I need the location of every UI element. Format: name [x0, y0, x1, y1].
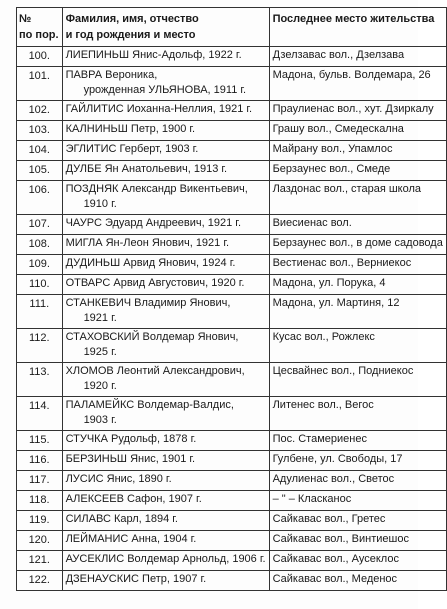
- row-name-cell: [62, 181, 269, 215]
- row-residence-cell: [269, 141, 446, 161]
- person-name: ПАВРА Вероника,: [65, 69, 158, 81]
- row-name-cell: [62, 161, 269, 181]
- table-row: [17, 431, 447, 451]
- row-residence-cell: [269, 47, 446, 67]
- row-number: 112.: [17, 329, 63, 363]
- row-name-cell: [62, 295, 269, 329]
- table-row: [17, 161, 447, 181]
- person-name: ДУЛБЕ Ян Анатольевич, 1913 г.: [65, 163, 228, 175]
- last-residence: Виесиенас вол.: [272, 217, 352, 229]
- row-number: 121.: [17, 551, 63, 571]
- row-name-cell: [62, 397, 269, 431]
- last-residence: Вестиенас вол., Верниекос: [272, 257, 412, 269]
- deportation-list-table: [16, 7, 447, 591]
- row-number: 117.: [17, 471, 63, 491]
- table-row: [17, 141, 447, 161]
- row-name-cell: [62, 451, 269, 471]
- table-row: [17, 121, 447, 141]
- row-residence-cell: [269, 363, 446, 397]
- person-name: СТАНКЕВИЧ Владимир Янович,: [65, 297, 231, 309]
- row-number: 119.: [17, 511, 63, 531]
- table-body: [17, 47, 447, 591]
- table-row: [17, 47, 447, 67]
- row-name-cell: [62, 531, 269, 551]
- row-residence-cell: [269, 255, 446, 275]
- header-residence-text: Последнее место жительства: [272, 13, 435, 25]
- row-residence-cell: [269, 275, 446, 295]
- row-residence-cell: [269, 121, 446, 141]
- header-row: [17, 8, 447, 47]
- person-name: БЕРЗИНЬШ Янис, 1901 г.: [65, 453, 196, 465]
- person-name: ЭГЛИТИС Герберт, 1903 г.: [65, 143, 199, 155]
- header-number-line1: №: [19, 13, 32, 25]
- last-residence: Литенес вол., Вегос: [272, 399, 374, 411]
- row-number: 103.: [17, 121, 63, 141]
- table-row: [17, 491, 447, 511]
- row-residence-cell: [269, 101, 446, 121]
- last-residence: Грашу вол., Смедескална: [272, 123, 404, 135]
- table-row: [17, 571, 447, 591]
- row-number: 105.: [17, 161, 63, 181]
- table-row: [17, 295, 447, 329]
- last-residence: – " – Класканос: [272, 493, 352, 505]
- last-residence: Берзаунес вол., Смеде: [272, 163, 391, 175]
- row-name-cell: [62, 101, 269, 121]
- person-name: ЛИЕПИНЬШ Янис-Адольф, 1922 г.: [65, 49, 242, 61]
- person-name-continued: 1920 г.: [83, 380, 117, 392]
- person-name-continued: 1925 г.: [83, 346, 117, 358]
- table-row: [17, 67, 447, 101]
- last-residence: Сайкавас вол., Винтиешос: [272, 533, 409, 545]
- row-number: 120.: [17, 531, 63, 551]
- row-number: 101.: [17, 67, 63, 101]
- table-row: [17, 255, 447, 275]
- table-row: [17, 451, 447, 471]
- person-name: ОТВАРС Арвид Августович, 1920 г.: [65, 277, 245, 289]
- table-row: [17, 531, 447, 551]
- row-number: 107.: [17, 215, 63, 235]
- table-row: [17, 275, 447, 295]
- person-name: ХЛОМОВ Леонтий Александрович,: [65, 365, 245, 377]
- person-name: ДЗЕНАУСКИС Петр, 1907 г.: [65, 573, 207, 585]
- person-name: АЛЕКСЕЕВ Сафон, 1907 г.: [65, 493, 202, 505]
- row-name-cell: [62, 471, 269, 491]
- row-number: 102.: [17, 101, 63, 121]
- row-residence-cell: [269, 531, 446, 551]
- person-name-continued: урожденная УЛЬЯНОВА, 1911 г.: [83, 84, 247, 96]
- person-name: КАЛНИНЬШ Петр, 1900 г.: [65, 123, 196, 135]
- row-residence-cell: [269, 451, 446, 471]
- row-residence-cell: [269, 571, 446, 591]
- last-residence: Майрану вол., Упамлос: [272, 143, 393, 155]
- header-residence: [269, 8, 446, 47]
- table-header: [17, 8, 447, 47]
- table-row: [17, 397, 447, 431]
- row-residence-cell: [269, 67, 446, 101]
- row-residence-cell: [269, 329, 446, 363]
- row-name-cell: [62, 511, 269, 531]
- row-name-cell: [62, 275, 269, 295]
- table-row: [17, 101, 447, 121]
- table-row: [17, 363, 447, 397]
- row-number: 111.: [17, 295, 63, 329]
- row-number: 122.: [17, 571, 63, 591]
- row-number: 113.: [17, 363, 63, 397]
- row-name-cell: [62, 141, 269, 161]
- header-name: [62, 8, 269, 47]
- last-residence: Дзелзавас вол., Дзелзава: [272, 49, 405, 61]
- header-number: [17, 8, 63, 47]
- person-name: ГАЙЛИТИС Иоханна-Неллия, 1921 г.: [65, 103, 253, 115]
- row-name-cell: [62, 67, 269, 101]
- last-residence: Берзаунес вол., в доме садовода: [272, 237, 443, 249]
- person-name: СИЛАВС Карл, 1894 г.: [65, 513, 178, 525]
- row-residence-cell: [269, 215, 446, 235]
- row-name-cell: [62, 491, 269, 511]
- table-row: [17, 215, 447, 235]
- last-residence: Праулиенас вол., хут. Дзиркалу: [272, 103, 434, 115]
- person-name: СТУЧКА Рудольф, 1878 г.: [65, 433, 197, 445]
- table-row: [17, 511, 447, 531]
- row-number: 116.: [17, 451, 63, 471]
- row-number: 114.: [17, 397, 63, 431]
- row-residence-cell: [269, 431, 446, 451]
- last-residence: Сайкавас вол., Аусеклос: [272, 553, 399, 565]
- row-residence-cell: [269, 491, 446, 511]
- last-residence: Пос. Стамериенес: [272, 433, 367, 445]
- row-number: 118.: [17, 491, 63, 511]
- row-number: 109.: [17, 255, 63, 275]
- row-name-cell: [62, 121, 269, 141]
- person-name: МИГЛА Ян-Леон Янович, 1921 г.: [65, 237, 230, 249]
- table-row: [17, 551, 447, 571]
- row-name-cell: [62, 255, 269, 275]
- row-residence-cell: [269, 551, 446, 571]
- last-residence: Гулбене, ул. Свободы, 17: [272, 453, 403, 465]
- row-name-cell: [62, 551, 269, 571]
- header-name-line2: и год рождения и место: [65, 29, 196, 41]
- person-name: АУСЕКЛИС Волдемар Арнольд, 1906 г.: [65, 553, 266, 565]
- person-name: ПОЗДНЯК Александр Викентьевич,: [65, 183, 248, 195]
- person-name-continued: 1903 г.: [83, 414, 117, 426]
- row-name-cell: [62, 571, 269, 591]
- row-number: 108.: [17, 235, 63, 255]
- row-residence-cell: [269, 161, 446, 181]
- last-residence: Мадона, бульв. Волдемара, 26: [272, 69, 431, 81]
- person-name: ПАЛАМЕЙКС Волдемар-Валдис,: [65, 399, 234, 411]
- row-name-cell: [62, 235, 269, 255]
- row-name-cell: [62, 363, 269, 397]
- person-name: ДУДИНЬШ Арвид Янович, 1924 г.: [65, 257, 236, 269]
- row-name-cell: [62, 47, 269, 67]
- person-name-continued: 1921 г.: [83, 312, 117, 324]
- table-row: [17, 235, 447, 255]
- person-name: ЧАУРС Эдуард Андреевич, 1921 г.: [65, 217, 242, 229]
- last-residence: Мадона, ул. Мартиня, 12: [272, 297, 400, 309]
- row-residence-cell: [269, 181, 446, 215]
- row-number: 100.: [17, 47, 63, 67]
- table-row: [17, 181, 447, 215]
- row-residence-cell: [269, 397, 446, 431]
- row-number: 115.: [17, 431, 63, 451]
- last-residence: Сайкавас вол., Меденос: [272, 573, 398, 585]
- row-residence-cell: [269, 235, 446, 255]
- row-number: 104.: [17, 141, 63, 161]
- row-residence-cell: [269, 295, 446, 329]
- last-residence: Сайкавас вол., Гретес: [272, 513, 386, 525]
- row-name-cell: [62, 431, 269, 451]
- last-residence: Кусас вол., Рожлекс: [272, 331, 375, 343]
- row-number: 106.: [17, 181, 63, 215]
- row-residence-cell: [269, 511, 446, 531]
- row-name-cell: [62, 215, 269, 235]
- table-row: [17, 329, 447, 363]
- last-residence: Адулиенас вол., Светос: [272, 473, 395, 485]
- last-residence: Лаздонас вол., старая школа: [272, 183, 422, 195]
- last-residence: Цесвайнес вол., Подниекос: [272, 365, 414, 377]
- person-name: ЛУСИС Янис, 1890 г.: [65, 473, 172, 485]
- table-row: [17, 471, 447, 491]
- header-number-line2: по пор.: [19, 29, 59, 41]
- person-name-continued: 1910 г.: [83, 198, 117, 210]
- header-name-line1: Фамилия, имя, отчество: [65, 13, 199, 25]
- person-name: СТАХОВСКИЙ Волдемар Янович,: [65, 331, 239, 343]
- row-residence-cell: [269, 471, 446, 491]
- person-name: ЛЕЙМАНИС Анна, 1904 г.: [65, 533, 197, 545]
- row-name-cell: [62, 329, 269, 363]
- last-residence: Мадона, ул. Порука, 4: [272, 277, 386, 289]
- row-number: 110.: [17, 275, 63, 295]
